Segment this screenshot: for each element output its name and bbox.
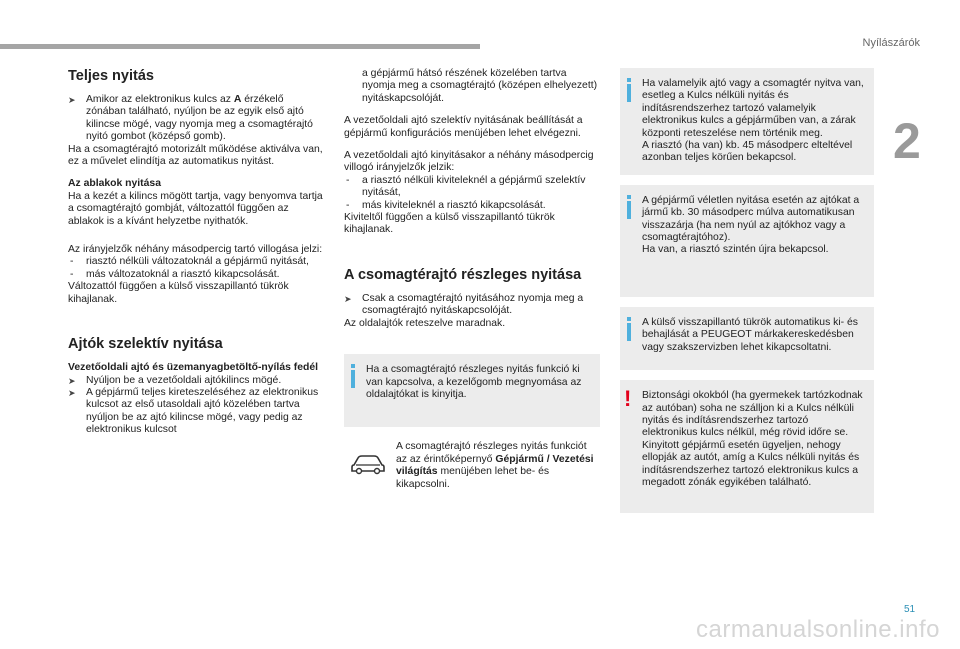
- sensor-zone-letter: A: [233, 94, 242, 105]
- info-icon: [627, 195, 631, 219]
- bullet-item: ➤ Nyúljon be a vezetőoldali ajtókilincs mögé.: [68, 374, 282, 386]
- subheading-windows: Az ablakok nyitása: [68, 178, 161, 190]
- heading-selective-opening: Ajtók szelektív nyitása: [68, 336, 223, 353]
- column-2: [344, 68, 600, 491]
- text: A csomagtérajtó részleges nyitás funkciót az az érintőképernyő: [396, 441, 587, 465]
- text: Amikor az elektronikus kulcs az: [86, 94, 234, 105]
- text: Az irányjelzők néhány másodpercig tartó villogása jelzi:: [68, 244, 323, 256]
- text: Ha valamelyik ajtó vagy a csomagtér nyitva van, esetleg a Kulcs nélküli nyitás és indításrendszerhez tartozó valamelyik elektronikus kulcs a gépjárműben van, a zárak központi reteszelése nem történik meg.: [642, 78, 864, 139]
- text: Ha a csomagtérajtó motorizált működése aktiválva van, ez a művelet elindítja az automatikus nyitást.: [68, 143, 323, 168]
- bullet-item: ➤ A gépjármű teljes kireteszeléséhez az elektronikus kulcsot az első utasoldali ajtó közelében tartva nyúljon be az ajtó kilincse mögé, vagy pedig az elektronikus kulcsot: [68, 386, 319, 436]
- text: érzékelő zónában található, nyúljon be az egyik első ajtó kilincse mögé, vagy nyomja meg a csomagtérajtó nyitó gombot (középső gomb).: [86, 94, 313, 143]
- text: Ha a csomagtérajtó részleges nyitás funkció ki van kapcsolva, a kezelőgomb megnyomása az oldalajtókat is kinyitja.: [366, 364, 582, 400]
- arrow-bullet-icon: ➤: [68, 375, 76, 386]
- dash-item: - riasztó nélküli változatoknál a gépjármű nyitását,: [70, 256, 309, 268]
- text: menüjében lehet be- és kikapcsolni.: [396, 466, 550, 490]
- paragraph: [344, 150, 600, 237]
- dash-item: - más kiviteleknél a riasztó kikapcsolását.: [346, 199, 546, 211]
- heading-partial-opening: A csomagtérajtó részleges nyitása: [344, 266, 582, 283]
- info-icon: [351, 364, 355, 388]
- text: Változattól függően a külső visszapillantó tükrök kihajlanak.: [68, 281, 289, 305]
- text: A gépjármű véletlen nyitása esetén az ajtókat a jármű kb. 30 másodperc múlva automatikusan visszazárja (ha nem nyúl az ajtókhoz vagy a csomagtérajtóhoz).: [642, 194, 860, 244]
- subheading-driver-door: Vezetőoldali ajtó és üzemanyagbetöltő-nyílás fedél: [68, 362, 319, 374]
- info-icon: [627, 78, 631, 102]
- chapter-number: 2: [893, 113, 921, 169]
- column-1: [68, 68, 324, 447]
- dash-item: - más változatoknál a riasztó kikapcsolását.: [70, 268, 280, 280]
- paragraph: [68, 244, 324, 306]
- section-title: Nyílászárók: [862, 37, 920, 49]
- info-box: [620, 68, 874, 175]
- bullet-item: ➤ Csak a csomagtérajtó nyitásához nyomja meg a csomagtérajtó nyitáskapcsolóját.: [344, 292, 584, 317]
- info-box: [344, 354, 600, 427]
- paragraph: [68, 362, 324, 436]
- text: Az oldalajtók reteszelve maradnak.: [344, 317, 506, 329]
- car-icon: [348, 449, 388, 477]
- info-box: [620, 307, 874, 370]
- info-box: [620, 185, 874, 297]
- text: Ha van, a riasztó szintén újra bekapcsol.: [642, 244, 829, 256]
- menu-path: Gépjármű / Vezetési világítás: [396, 453, 594, 478]
- top-rule: [0, 44, 480, 49]
- text: Ha a kezét a kilincs mögött tartja, vagy benyomva tartja a csomagtérajtó gombját, változattól függően az ablakok is a kívánt helyzetbe nyithatók.: [68, 190, 323, 227]
- info-icon: [627, 317, 631, 341]
- paragraph: [344, 293, 600, 330]
- text: A külső visszapillantó tükrök automatikus ki- és behajlását a PEUGEOT márkakereskedésben vagy szakszervizben lehet kikapcsoltatni.: [642, 316, 858, 353]
- paragraph: [68, 178, 324, 228]
- page-number: 51: [904, 604, 916, 615]
- warning-icon: !: [624, 386, 632, 412]
- warning-box: [620, 380, 874, 513]
- arrow-bullet-icon: ➤: [68, 387, 76, 398]
- paragraph: a gépjármű hátsó részének közelében tartva nyomja meg a csomagtérajtó (középen elhelyezett) nyitáskapcsolóját.: [362, 68, 598, 104]
- bullet-item: [68, 94, 324, 168]
- heading-full-opening: Teljes nyitás: [68, 68, 154, 84]
- watermark: carmanualsonline.info: [696, 616, 940, 643]
- arrow-bullet-icon: ➤: [344, 293, 352, 304]
- car-note: [344, 441, 600, 491]
- arrow-bullet-icon: ➤: [68, 95, 76, 105]
- text: Biztonsági okokból (ha gyermekek tartózkodnak az autóban) soha ne szálljon ki a Kulcs nélküli nyitás és indításrendszerhez tartozó elektronikus kulcs nélkül, még rövid időre se.: [642, 390, 863, 439]
- dash-item: - a riasztó nélküli kiviteleknél a gépjármű szelektív nyitását,: [346, 174, 586, 199]
- text: Kiviteltől függően a külső visszapillantó tükrök kihajlanak.: [344, 212, 555, 236]
- column-3: [620, 68, 874, 523]
- text: A riasztó (ha van) kb. 45 másodperc elteltével azonban teljes körűen bekapcsol.: [642, 140, 853, 164]
- text: Kinyitott gépjármű esetén ügyeljen, nehogy ellopják az autót, amíg a Kulcs nélküli nyitás és indításrendszerhez tartozó elektronikus kulcs a megadott zónák egyikében található.: [642, 439, 860, 488]
- text: A vezetőoldali ajtó kinyitásakor a néhány másodpercig villogó irányjelzők jelzik:: [344, 150, 594, 174]
- paragraph: A vezetőoldali ajtó szelektív nyitásának beállítását a gépjármű konfigurációs menüjében lehet elvégezni.: [344, 115, 583, 139]
